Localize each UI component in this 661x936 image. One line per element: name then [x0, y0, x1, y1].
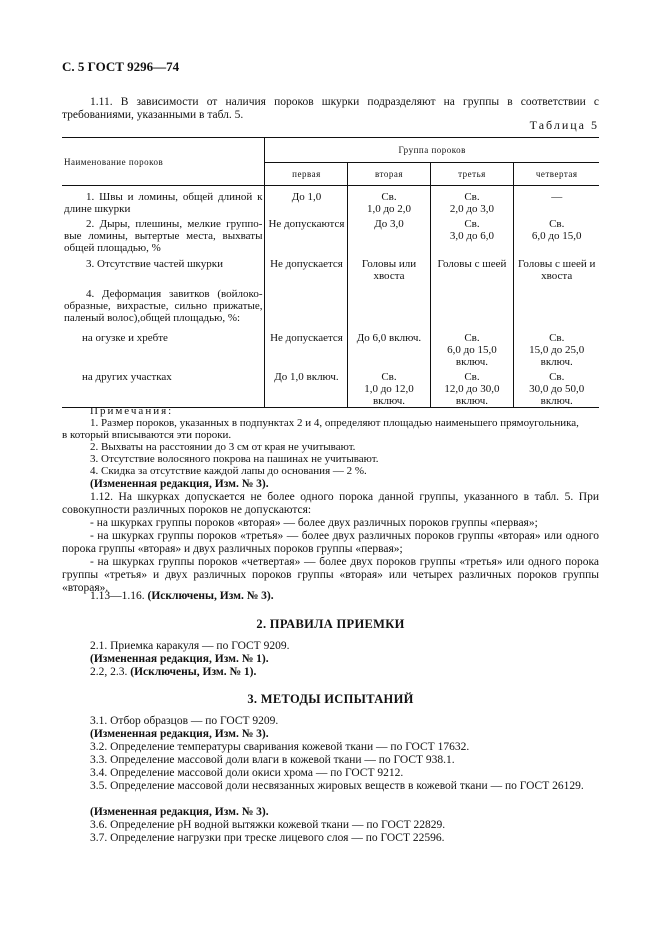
notes-block: [62, 405, 599, 477]
section-3-title: 3. МЕТОДЫ ИСПЫТАНИЙ: [247, 692, 414, 706]
table-cell: До 1,0 включ.: [265, 368, 348, 408]
table-cell: Св. 6,0 до 15,0: [514, 218, 599, 258]
section-2-title: 2. ПРАВИЛА ПРИЕМКИ: [256, 617, 405, 631]
table-cell: [430, 288, 514, 326]
row-3-name: 3. Отсутствие частей шкурки: [86, 257, 223, 270]
note-3: 3. Отсутствие волосяного покрова на пашинах не учитывают.: [90, 453, 379, 465]
table-cell: Св. 12,0 до 30,0 включ.: [430, 368, 514, 408]
row-2-name: 2. Дыры, плешины, мелкие группо-вые ломины, вытертые места, выхваты общей площадью, %: [64, 217, 263, 254]
table-cell: Св. 1,0 до 12,0 включ.: [348, 368, 430, 408]
note-4: 4. Скидка за отсутствие каждой лапы до основания — 2 %.: [90, 465, 367, 477]
table-cell: Св. 6,0 до 15,0 включ.: [430, 326, 514, 368]
list-item: - на шкурках группы пороков «четвертая» — более двух пороков группы «третья» или одного порока группы «третья» и двух различных пороков группы «вторая» или четырех различных пороков группы «вторая».: [62, 556, 599, 594]
table-cell: До 1,0: [265, 186, 348, 218]
paragraph-2-1: 2.1. Приемка каракуля — по ГОСТ 9209.: [90, 640, 290, 652]
table-header-col-1: первая: [265, 163, 348, 186]
table-cell: Св. 30,0 до 50,0 включ.: [514, 368, 599, 408]
table-cell: Головы с шеей: [430, 258, 514, 288]
table-header-col-2: вторая: [348, 163, 430, 186]
paragraph-number: 1.13—1.16.: [90, 590, 145, 602]
table-header-name: Наименование пороков: [62, 138, 265, 186]
notes-heading: Примечания:: [90, 405, 174, 417]
amendment-note: (Измененная редакция, Изм. № 3).: [90, 478, 269, 490]
paragraph-number: 2.2, 2.3.: [90, 666, 128, 678]
paragraph-3-6: 3.6. Определение pH водной вытяжки кожевой ткани — по ГОСТ 22829.: [90, 819, 446, 831]
paragraph-1-11: 1.11. В зависимости от наличия пороков шкурки подразделяют на группы в соответствии с требованиями, указанными в табл. 5.: [62, 96, 599, 121]
table-cell: Св. 3,0 до 6,0: [430, 218, 514, 258]
table-cell: Св. 15,0 до 25,0 включ.: [514, 326, 599, 368]
paragraph-3-1: 3.1. Отбор образцов — по ГОСТ 9209.: [90, 715, 279, 727]
table-cell: [265, 288, 348, 326]
paragraph-3-5: 3.5. Определение массовой доли несвязанных жировых веществ в кожевой ткани — по ГОСТ 26129.: [90, 780, 584, 792]
table-caption: Таблица 5: [529, 118, 599, 132]
table-cell: До 6,0 включ.: [348, 326, 430, 368]
excluded-note: (Исключены, Изм. № 1).: [130, 666, 257, 678]
row-4b-name: на других участках: [62, 368, 265, 408]
paragraph-1-12: 1.12. На шкурках допускается не более одного порока данной группы, указанного в табл. 5. При совокупности различных пороков не допускаются:: [62, 491, 599, 516]
paragraph-3-7: 3.7. Определение нагрузки при треске лицевого слоя — по ГОСТ 22596.: [90, 832, 445, 844]
page-header: С. 5 ГОСТ 9296—74: [62, 59, 180, 74]
note-2: 2. Выхваты на расстоянии до 3 см от края не учитывают.: [90, 441, 356, 453]
amendment-note: (Измененная редакция, Изм. № 3).: [90, 806, 269, 818]
paragraph-2-2: [62, 666, 599, 679]
list-item: - на шкурках группы пороков «вторая» — более двух различных пороков группы «первая»;: [90, 517, 538, 529]
table-cell: Не допускаются: [265, 218, 348, 258]
note-1: 1. Размер пороков, указанных в подпунктах 2 и 4, определяют площадью наименьшего прямоугольника,: [90, 417, 579, 429]
table-cell: —: [514, 186, 599, 218]
table-header-group: Группа пороков: [265, 138, 599, 163]
table-cell: Св. 2,0 до 3,0: [430, 186, 514, 218]
amendment-note: (Измененная редакция, Изм. № 1).: [90, 653, 269, 665]
table-cell: Св. 1,0 до 2,0: [348, 186, 430, 218]
table-cell: До 3,0: [348, 218, 430, 258]
table-cell: Головы или хвоста: [348, 258, 430, 288]
paragraph-3-2: 3.2. Определение температуры сваривания кожевой ткани — по ГОСТ 17632.: [90, 741, 470, 753]
note-1-cont: в который вписываются эти пороки.: [62, 429, 232, 441]
amendment-note: (Измененная редакция, Изм. № 3).: [90, 728, 269, 740]
row-4a-name: на огузке и хребте: [82, 331, 168, 344]
defects-table: [62, 137, 599, 408]
excluded-note: (Исключены, Изм. № 3).: [147, 590, 274, 602]
table-cell: Головы с шеей и хвоста: [514, 258, 599, 288]
table-cell: [514, 288, 599, 326]
table-cell: Не допускается: [265, 258, 348, 288]
table-header-col-3: третья: [430, 163, 514, 186]
paragraph-1-13: [62, 590, 599, 603]
row-1-name: 1. Швы и ломины, общей длиной к длине шкурки: [64, 191, 263, 215]
paragraph-3-4: 3.4. Определение массовой доли окиси хрома — по ГОСТ 9212.: [90, 767, 404, 779]
table-row-name: [62, 186, 265, 218]
table-cell: Не допускается: [265, 326, 348, 368]
table-header-col-4: четвертая: [514, 163, 599, 186]
list-item: - на шкурках группы пороков «третья» — более двух различных пороков группы «вторая» или одного порока группы «вторая» и двух различных пороков группы «первая»;: [62, 530, 599, 555]
table-cell: [348, 288, 430, 326]
row-4-name: 4. Деформация завитков (войлоко-образные, вихрастые, сильно прижатые, паленый волос),общей площадью, %:: [64, 287, 263, 324]
paragraph-3-3: 3.3. Определение массовой доли влаги в кожевой ткани — по ГОСТ 938.1.: [90, 754, 455, 766]
